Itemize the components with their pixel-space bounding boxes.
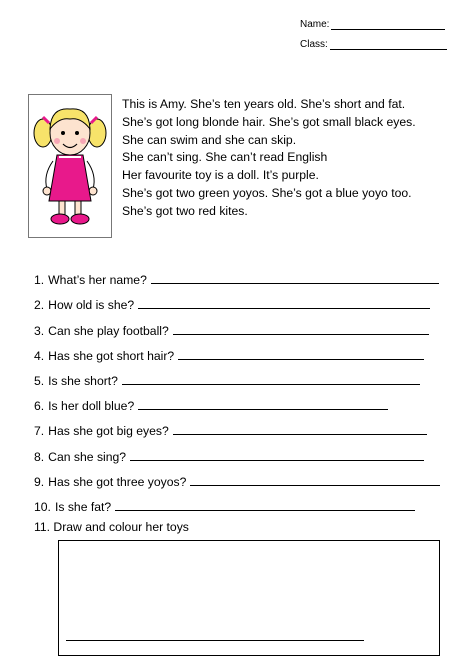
question-number: 8. xyxy=(34,449,45,464)
answer-line[interactable] xyxy=(173,433,427,435)
answer-line[interactable] xyxy=(151,282,439,284)
story-paragraph xyxy=(122,96,416,221)
answer-line[interactable] xyxy=(173,333,429,335)
story-line: She’s got two green yoyos. She’s got a blue yoyo too. xyxy=(122,185,412,200)
question-text: Has she got three yoyos? xyxy=(48,474,187,489)
question-text: Is she fat? xyxy=(54,499,112,514)
question-number: 1. xyxy=(34,273,45,288)
drawing-task-title: 11. Draw and colour her toys xyxy=(34,520,189,534)
class-input-line[interactable] xyxy=(330,38,447,50)
question-row xyxy=(34,363,464,388)
question-row xyxy=(34,262,464,287)
question-row xyxy=(34,312,464,337)
question-text: What’s her name? xyxy=(48,273,147,288)
question-text: Can she play football? xyxy=(48,323,169,338)
question-text: Is her doll blue? xyxy=(48,399,135,414)
answer-line[interactable] xyxy=(190,484,440,486)
question-number: 5. xyxy=(34,373,45,388)
question-number: 7. xyxy=(34,424,45,439)
question-text: Can she sing? xyxy=(48,449,127,464)
drawing-caption-line[interactable] xyxy=(66,640,364,641)
answer-line[interactable] xyxy=(130,459,424,461)
name-label: Name: xyxy=(300,19,330,30)
question-number: 9. xyxy=(34,474,45,489)
question-row xyxy=(34,388,464,413)
question-text: Has she got big eyes? xyxy=(48,424,169,439)
question-number: 3. xyxy=(34,323,45,338)
question-number: 2. xyxy=(34,298,45,313)
question-text: Has she got short hair? xyxy=(48,348,175,363)
answer-line[interactable] xyxy=(178,358,424,360)
story-line: She can’t sing. She can’t read English xyxy=(122,150,328,165)
answer-line[interactable] xyxy=(115,509,415,511)
story-line: This is Amy. She’s ten years old. She’s short and fat. xyxy=(122,97,406,111)
question-row xyxy=(34,338,464,363)
question-row xyxy=(34,413,464,438)
question-row xyxy=(34,464,464,489)
question-number: 6. xyxy=(34,399,45,414)
answer-line[interactable] xyxy=(122,383,420,385)
drawing-box[interactable] xyxy=(58,540,440,656)
story-line: She’s got two red kites. xyxy=(122,203,248,218)
story-line: She’s got long blonde hair. She’s got small black eyes. xyxy=(122,114,416,129)
question-number: 4. xyxy=(34,348,45,363)
story-line: Her favourite toy is a doll. It’s purple. xyxy=(122,168,319,183)
name-field-row xyxy=(300,18,445,30)
question-text: How old is she? xyxy=(48,298,135,313)
question-row xyxy=(34,489,464,514)
question-number: 10. xyxy=(34,499,51,514)
answer-line[interactable] xyxy=(138,408,388,410)
question-list xyxy=(34,262,464,514)
story-line: She can swim and she can skip. xyxy=(122,132,297,147)
class-label: Class: xyxy=(300,39,328,50)
question-row xyxy=(34,438,464,463)
amy-picture-frame xyxy=(28,94,112,238)
name-input-line[interactable] xyxy=(331,18,445,30)
answer-line[interactable] xyxy=(138,307,430,309)
question-row xyxy=(34,287,464,312)
question-text: Is she short? xyxy=(48,373,118,388)
amy-cartoon-icon xyxy=(29,95,111,237)
class-field-row xyxy=(300,38,447,50)
